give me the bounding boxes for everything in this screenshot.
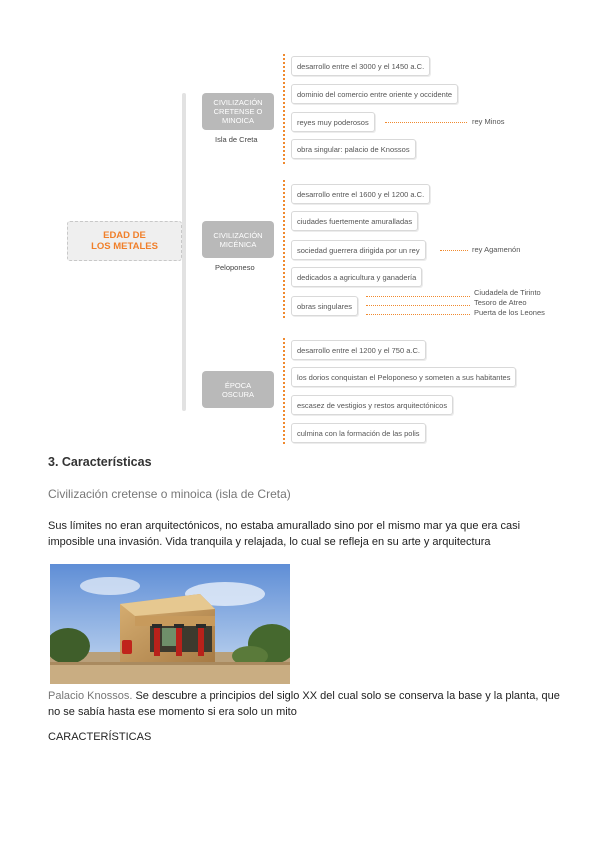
knossos-photo <box>50 564 290 684</box>
branch-title-line: MICÉNICA <box>219 239 257 249</box>
map-item: obra singular: palacio de Knossos <box>291 139 416 159</box>
map-link-label: rey Agamenón <box>472 245 521 254</box>
map-item: desarrollo entre el 1200 y el 750 a.C. <box>291 340 426 360</box>
map-spine <box>182 93 186 411</box>
dotted-connector <box>366 305 470 306</box>
branch-epoca-oscura <box>202 371 274 408</box>
map-item: dominio del comercio entre oriente y occidente <box>291 84 458 104</box>
map-link-label: rey Minos <box>472 117 505 126</box>
map-item: reyes muy poderosos <box>291 112 375 132</box>
subheading: Civilización cretense o minoica (isla de Creta) <box>48 487 291 501</box>
map-root-line-2: LOS METALES <box>91 241 158 252</box>
dotted-connector <box>440 250 468 251</box>
photo-caption <box>48 688 568 720</box>
map-item: obras singulares <box>291 296 358 316</box>
branch-cretense <box>202 93 274 130</box>
map-item: sociedad guerrera dirigida por un rey <box>291 240 426 260</box>
map-link-label: Tesoro de Atreo <box>474 298 527 307</box>
dotted-connector <box>283 180 285 318</box>
caption-title: Palacio Knossos. <box>48 690 133 702</box>
caption-text: Se descubre a principios del siglo XX del cual solo se conserva la base y la planta, que no se sabía hasta ese momento si era solo un mito <box>48 690 560 718</box>
map-item: culmina con la formación de las polis <box>291 423 426 443</box>
characteristics-heading: CARACTERÍSTICAS <box>48 731 152 743</box>
map-link-label: Ciudadela de Tirinto <box>474 288 541 297</box>
branch-title-line: CIVILIZACIÓN <box>213 98 263 107</box>
branch-micenica <box>202 221 274 258</box>
dotted-connector <box>283 338 285 444</box>
branch-title-line: CIVILIZACIÓN <box>213 230 263 240</box>
branch-title-line: ÉPOCA <box>224 380 252 390</box>
map-root-line-1: EDAD DE <box>103 230 146 241</box>
section-heading: 3. Características <box>48 455 152 469</box>
map-item: los dorios conquistan el Peloponeso y someten a sus habitantes <box>291 367 516 387</box>
dotted-connector <box>366 314 470 315</box>
map-item: desarrollo entre el 3000 y el 1450 a.C. <box>291 56 430 76</box>
branch-title-line: CRETENSE O <box>213 107 263 116</box>
branch-sub-label: Peloponeso <box>215 263 255 272</box>
dotted-connector <box>385 122 467 123</box>
dotted-connector <box>283 54 285 164</box>
map-item: desarrollo entre el 1600 y el 1200 a.C. <box>291 184 430 204</box>
dotted-connector <box>366 296 470 297</box>
map-item: ciudades fuertemente amuralladas <box>291 211 418 231</box>
map-item: escasez de vestigios y restos arquitectónicos <box>291 395 453 415</box>
map-root-node <box>67 221 182 261</box>
branch-title-line: MINOICA <box>221 116 255 125</box>
map-item: dedicados a agricultura y ganadería <box>291 267 422 287</box>
branch-title-line: OSCURA <box>221 389 255 399</box>
body-paragraph: Sus límites no eran arquitectónicos, no estaba amurallado sino por el mismo mar ya que era casi imposible una invasión. Vida tranquila y relajada, lo cual se refleja en su arte y arquitectura <box>48 520 521 548</box>
map-link-label: Puerta de los Leones <box>474 308 545 317</box>
branch-sub-label: Isla de Creta <box>215 135 258 144</box>
